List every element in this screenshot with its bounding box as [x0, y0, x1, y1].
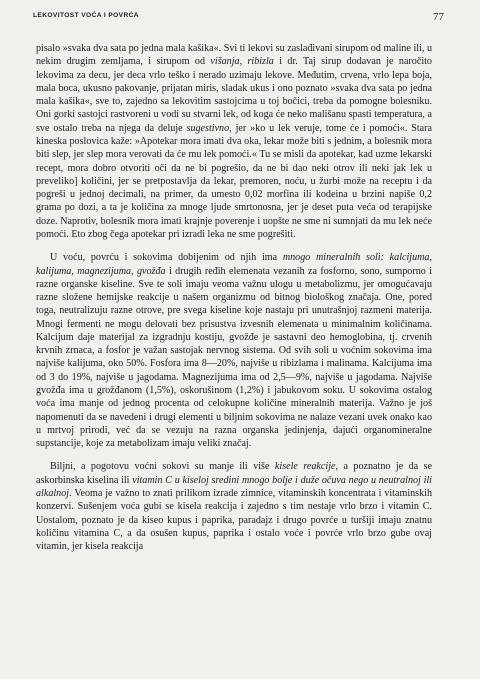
text-run: pisalo »svaka dva sata po jedna mala kašika«. Svi ti lekovi su zaslađivani sirupom od maline ili, u nekim drugim zemljama, i sirupom od	[36, 43, 432, 68]
italic-run: sugestivno	[186, 122, 230, 134]
italic-run: mnogo mineralnih soli: kalcijuma, kalijuma, magnezijuma, gvožđa	[36, 252, 432, 277]
italic-run: vitamin C u kiseloj sredini mnogo bolje i duže očuva nego u neutralnoj ili alkalnoj	[36, 474, 432, 499]
paragraph-3	[36, 460, 432, 553]
text-run: , jer »ko u lek veruje, tome će i pomoći«. Stara kineska poslovica kaže: »Apotekar mora imati dva oka, lekar može biti s jednim, a bolesnik mora biti slep, jer slep mora verovati da će mu lek pomoći.« Tu se misli da apotekar, kad uzme lekarski recept, mora dobro otvoriti oči da ne bi pogrešio, da ne bi dao neki otrov ili neki jak lek u preveliko] količini, jer se pretpostavlja da lekar, premoren, noću, u žurbi može na receptu i da pogreši u jednoj decimali, na primer, da umesto 0,02 morfina ili kodeina u brzini napiše 0,2 grama po dozi, a ta je količina za mnoge ljude smrtonosna, jer je deset puta veća od terapijske doze. Naprotiv, bolesnik mora imati krajnje poverenje i uopšte ne sme ni sumnjati da mu lek neće pomoći. Eto zbog čega apotekar pri izradi leka ne sme pogrešiti.	[36, 122, 432, 240]
body-text	[36, 42, 432, 553]
text-run: i dr. Taj sirup dodavan je naročito lekovima za decu, jer deca vrlo teško i nerado uzimaju lekove. Međutim, crvena, vrlo lepa boja, mala boca, ukusno pakovanje, prijatan miris, sladak ukus i ono poznato »svaka dva sata po jedna mala kašika«, sve to, zajedno sa lekovitim sastojcima u toj bočici, treba da pomogne bolesniku. Oni gorki sastojci rastvoreni u vodi su stvarni lek, od koga će neko mališanu spasti temperatura, a sve ostalo treba na njega da deluje	[36, 56, 432, 134]
text-run: Biljni, a pogotovu voćni sokovi su manje ili više	[50, 461, 275, 473]
italic-run: višanja, ribizla	[210, 56, 274, 68]
paragraph-2	[36, 251, 432, 450]
italic-run: kisele reakcije	[274, 461, 336, 473]
text-run: i drugih ređih elemenata vezanih za fosforno, sono, sumporno i razne organske kiseline. Sve te soli imaju veoma važnu ulogu u metabolizmu, jer omogućavaju razne složene hemijske reakcije u našem organizmu od bitnog biološkog značaja. One, pored toga, neutralizuju razne otrove, pre svega kiseline koje nastaju pri unutrašnjoj razmeni materija. Mnogi fermenti ne mogu delovati bez prisustva izvesnih elemenata u minimalnim količinama. Kalcijum daje materijal za izgradnju kostiju, gvožđe je sastavni deo hemoglobina, tj. crvenih krvnih zrnaca, a fosfor je važan sastojak nervnog sistema. Od svih soli u voćnim sokovima ima najviše kalijuma, oko 50%. Fosfora ima 8—20%, najviše u ribizlama i malinama. Kalcijuma ima od 3 do 19%, najviše u jagodama. Magnezijuma ima od 2,5—9%, najviše u jagodama. Najviše gvožđa ima u grožđanom (1,5%), oskorušinom (1,2%) i jabukovom soku. U sokovima ostalog voća ima manje od jednog procenta od celokupne količine mineralnih materija. Važno je još napomenuti da se navedeni i drugi elementi u biljnim sokovima ne nalaze vezani uvek onako kao u mrtvoj prirodi, već da se vezuju na razna organska jedinjenja, dajući organomineralne supstancije, koje za metabolizam imaju veliki značaj.	[36, 265, 432, 450]
page-number: 77	[433, 11, 444, 23]
text-run: U voću, povrću i sokovima dobijenim od njih ima	[50, 252, 283, 264]
paragraph-1	[36, 42, 432, 241]
text-run: , a poznatno je da se askorbinska kiselina ili	[36, 461, 433, 486]
text-run: . Veoma je važno to znati prilikom izrade zimnice, vitaminskih koncentrata i vitaminskih konzervi. Sušenjem voća gubi se kisela reakcija i zajedno s tim nestaje vrlo brzo i vitamin C. Uostalom, poznato je da kiseo kupus i paprika, paradajz i drugo povrće u turšiji imaju znatnu količinu vitamina C, a da osušen kupus, paprika i ostalo voće i povrće vrlo brzo gube ovaj vitamin, jer kisela reakcija	[36, 488, 432, 553]
running-head: LEKOVITOST VOĆA I POVRĆA	[33, 12, 139, 19]
